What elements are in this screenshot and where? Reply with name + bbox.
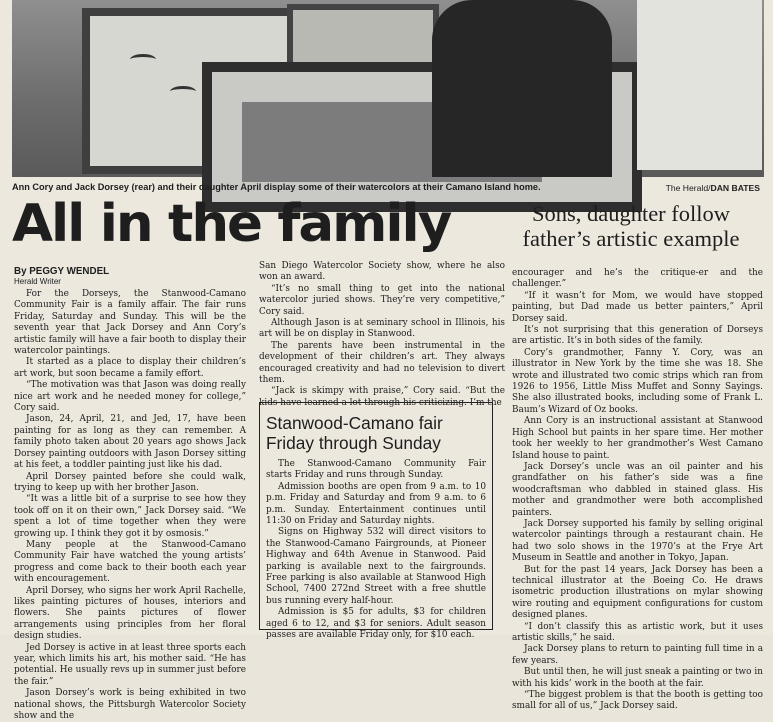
byline-role: Herald Writer — [14, 277, 61, 286]
byline: By PEGGY WENDEL — [14, 266, 110, 277]
paragraph: Although Jason is at seminary school in Illinois, his art will be on display in Stanwood. — [259, 318, 505, 340]
paragraph: It started as a place to display their children’s art work, but soon became a family effort. — [14, 357, 246, 379]
sidebar-title: Stanwood-Camano fair Friday through Sunday — [266, 413, 443, 453]
person-silhouette — [432, 0, 612, 177]
caption-text: Ann Cory and Jack Dorsey (rear) and their daughter April display some of their watercolors at their Camano Island home. — [12, 182, 541, 192]
paragraph: Ann Cory is an instructional assistant at Stanwood High School but paints in her spare time. Her mother took her weekly to her grandmother’s West Camano Island house to paint. — [512, 416, 763, 461]
paragraph: But until then, he will just sneak a painting or two in with his kids’ work in the booth at the fair. — [512, 667, 763, 689]
paragraph: April Dorsey painted before she could walk, trying to keep up with her brother Jason. — [14, 471, 246, 493]
paragraph: Many people at the Stanwood-Camano Community Fair have watched the young artists’ progress and come back to their booth each year with encouragement. — [14, 539, 246, 585]
subheadline: Sons, daughter follow father’s artistic example — [522, 201, 740, 251]
paragraph: Jack Dorsey supported his family by selling original watercolor paintings through a restaurant chain. He had two solo shows in the 1970’s at the Frye Art Museum in Seattle and another in Tokyo, Japan. — [512, 518, 763, 564]
bird-shape — [130, 54, 156, 65]
article-column-3 — [512, 268, 763, 713]
paragraph: “I don’t classify this as artistic work, but it uses artistic skills,” he said. — [512, 621, 763, 643]
paragraph: The parents have been instrumental in the development of their children’s art. They always encouraged creativity and had no television to divert them. — [259, 340, 505, 386]
paragraph: It’s not surprising that this generation of Dorseys are artistic. It’s in both sides of the family. — [512, 325, 763, 347]
paragraph: Jason Dorsey’s work is being exhibited in two national shows, the Pittsburgh Watercolor Society show and the — [14, 688, 246, 722]
painting-flowers — [637, 0, 762, 170]
paragraph: San Diego Watercolor Society show, where he also won an award. — [259, 261, 505, 283]
bird-shape — [170, 86, 196, 97]
paragraph: “The biggest problem is that the booth is getting too small for all of us,” Jack Dorsey said. — [512, 690, 763, 712]
paragraph: April Dorsey, who signs her work April Rachelle, likes painting pictures of houses, interiors and flowers. She paints pictures of flower arrangements using principles from her floral design studies. — [14, 585, 246, 642]
paragraph: Signs on Highway 532 will direct visitors to the Stanwood-Camano Fairgrounds, at Pioneer Highway and 64th Avenue in Stanwood. Paid parking is available next to the fairgrounds. Free parking is also available at Stanwood High School, 7400 272nd Street with a free shuttle bus running every half-hour. — [266, 527, 486, 606]
family-photo — [12, 0, 764, 177]
paragraph: For the Dorseys, the Stanwood-Camano Community Fair is a family affair. The fair runs Friday, Saturday and Sunday. This will be the seventh year that Jack Dorsey and Ann Cory’s artistic family will have a fair booth to display their watercolor paintings. — [14, 289, 246, 357]
paragraph: The Stanwood-Camano Community Fair starts Friday and runs through Sunday. — [266, 459, 486, 481]
paragraph: Jack Dorsey’s uncle was an oil painter and his grandfather on his father’s side was a fine woodcraftsman who dabbled in stained glass. His mother and grandmother were both accomplished painters. — [512, 461, 763, 518]
paragraph: Jed Dorsey is active in at least three sports each year, which limits his art, his mother said. “He has potential. He usually revs up in summer just before the fair.” — [14, 642, 246, 687]
sidebar-box — [259, 402, 493, 641]
photo-credit: The Herald/DAN BATES — [665, 183, 760, 193]
paragraph: “The motivation was that Jason was doing really nice art work and he needed money for college,” Cory said. — [14, 380, 246, 414]
paragraph: encourager and he’s the critique-er and the challenger.” — [512, 268, 763, 290]
paragraph: “Jack is skimpy with praise,” Cory said. “But the kids have learned a lot through his criticizing. I’m the — [259, 386, 505, 408]
article-column-1 — [14, 289, 246, 722]
paragraph: Admission booths are open from 9 a.m. to 10 p.m. Friday and Saturday and from 9 a.m. to 6 p.m. Sunday. Entertainment continues until 11:30 on Friday and Saturday nights. — [266, 481, 486, 527]
sidebar-body — [266, 459, 486, 642]
paragraph: “It was a little bit of a surprise to see how they took off on it on their own,” Jack Dorsey said. “We spent a lot of time together when they were growing up. I think they got it by osmosis.” — [14, 494, 246, 539]
paragraph: “It’s no small thing to get into the national watercolor juried shows. They’re very competitive,” Cory said. — [259, 283, 505, 317]
paragraph: Jack Dorsey plans to return to painting full time in a few years. — [512, 644, 763, 666]
headline: All in the family — [12, 194, 451, 254]
paragraph: Cory’s grandmother, Fanny Y. Cory, was an illustrator in New York by the time she was 18. She wrote and illustrated two comic strips which ran from 1926 to 1956, Little Miss Muffet and Sonny Sayings. She also illustrated books, including some of Frank L. Baum’s Wizard of Oz books. — [512, 347, 763, 415]
paragraph: “If it wasn’t for Mom, we would have stopped painting, but Dad made us better painters,” April Dorsey said. — [512, 290, 763, 324]
paragraph: But for the past 14 years, Jack Dorsey has been a technical illustrator at the Boeing Co. He draws isometric production illustrations on mylar showing wire routing and equipment configurations for custom designed planes. — [512, 564, 763, 621]
paragraph: Admission is $5 for adults, $3 for children aged 6 to 12, and $3 for seniors. Adult season passes are available Friday only, for $10 each. — [266, 607, 486, 641]
article-column-2 — [259, 261, 505, 409]
paragraph: Jason, 24, April, 21, and Jed, 17, have been painting for as long as they can remember. A family photo taken about 20 years ago shows Jack Dorsey painting outdoors with Jason Dorsey sitting at his feet, a toddler painting just like his dad. — [14, 414, 246, 471]
